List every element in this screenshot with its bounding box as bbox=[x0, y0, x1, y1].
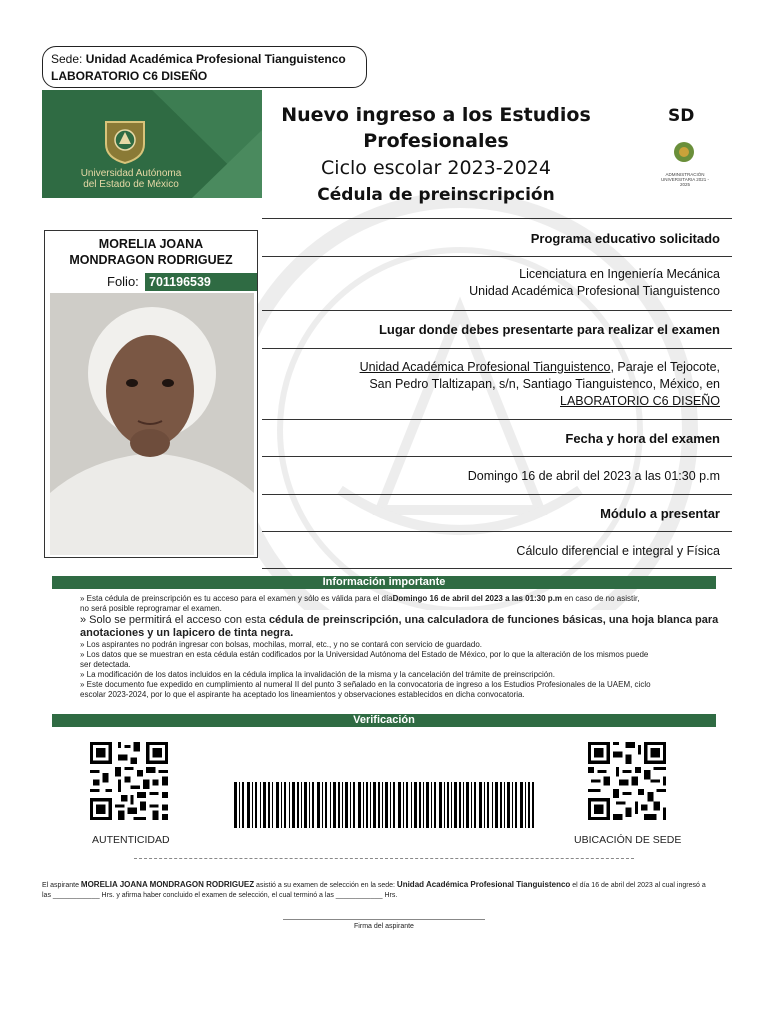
university-banner bbox=[42, 90, 262, 198]
university-name: Universidad Autónoma del Estado de México bbox=[80, 168, 182, 190]
authenticity-caption: AUTENTICIDAD bbox=[92, 834, 170, 846]
cut-line bbox=[134, 858, 634, 859]
note-5: » La modificación de los datos incluidos en la cédula implica la invalidación de la misma y la cancelación del trámite de preinscripción. bbox=[80, 670, 555, 679]
place-value: Unidad Académica Profesional Tianguistenco, Paraje el Tejocote, San Pedro Tlaltizapan, s/n, Santiago Tianguistenco, México, en LABORATORIO C6 DISEÑO bbox=[262, 348, 732, 419]
note-4: » Los datos que se muestran en esta cédula están codificados por la Universidad Autónoma del Estado de México, por lo que la alteración de los mismos puede bbox=[80, 650, 649, 659]
folio-row bbox=[49, 273, 255, 291]
authenticity-qr-code[interactable] bbox=[90, 742, 168, 820]
applicant-card bbox=[44, 230, 258, 558]
applicant-photo bbox=[50, 293, 254, 555]
place-header: Lugar donde debes presentarte para realizar el examen bbox=[262, 310, 732, 348]
sd-badge: SD bbox=[668, 106, 695, 126]
folio-value: 701196539 bbox=[145, 273, 257, 291]
exam-info-table bbox=[262, 218, 732, 569]
document-titles bbox=[230, 102, 642, 208]
signature-line bbox=[283, 919, 485, 920]
administration-caption: ADMINISTRACIÓN UNIVERSITARIA 2021 - 2025 bbox=[661, 172, 709, 187]
important-info-bar: Información importante bbox=[52, 576, 716, 589]
university-crest-icon bbox=[100, 116, 150, 166]
note-2: » Solo se permitirá el acceso con esta cédula de preinscripción, una calculadora de funciones básicas, una hoja blanca para bbox=[80, 614, 719, 626]
applicant-name: MORELIA JOANA MONDRAGON RODRIGUEZ bbox=[69, 237, 233, 267]
sede-lab: LABORATORIO C6 DISEÑO bbox=[51, 69, 208, 83]
note-1: » Esta cédula de preinscripción es tu acceso para el examen y sólo es válida para el díaDomingo 16 de abril del 2023 a las 01:30 p.m en caso de no asistir, bbox=[80, 594, 640, 603]
program-header: Programa educativo solicitado bbox=[262, 218, 732, 256]
folio-label: Folio: bbox=[107, 274, 139, 289]
module-header: Módulo a presentar bbox=[262, 494, 732, 531]
verification-bar: Verificación bbox=[52, 714, 716, 727]
barcode bbox=[234, 782, 534, 828]
sede-unit: Unidad Académica Profesional Tianguistenco bbox=[85, 52, 346, 66]
location-caption: UBICACIÓN DE SEDE bbox=[574, 834, 682, 846]
note-6: » Este documento fue expedido en cumplimiento al numeral II del punto 3 señalado en la convocatoria de ingreso a los Estudios Profesionales de la UAEM, ciclo bbox=[80, 680, 651, 689]
signature-label: Firma del aspirante bbox=[354, 923, 414, 930]
location-qr-code[interactable] bbox=[588, 742, 666, 820]
attendance-statement: El aspirante MORELIA JOANA MONDRAGON RODRIGUEZ asistió a su examen de selección en la sede: Unidad Académica Profesional Tianguistenco el día 16 de abril del 2023 al cual ingresó a las ____________ Hrs. y afirma haber concluido el examen de selección, el cual terminó a las ____________ Hrs. bbox=[42, 880, 706, 899]
page-title: Nuevo ingreso a los Estudios Profesionales bbox=[281, 104, 591, 152]
date-header: Fecha y hora del examen bbox=[262, 419, 732, 456]
sede-label: Sede: bbox=[51, 52, 83, 66]
administration-logo-icon bbox=[672, 140, 696, 164]
cycle-title: Ciclo escolar 2023-2024 bbox=[321, 157, 551, 179]
module-value: Cálculo diferencial e integral y Física bbox=[262, 531, 732, 569]
document-type: Cédula de preinscripción bbox=[317, 185, 555, 205]
important-notes: » Esta cédula de preinscripción es tu acceso para el examen y sólo es válida para el díaDomingo 16 de abril del 2023 a las 01:30 p.m en caso de no asistir, no será posible reprogramar el examen. » Solo se permitirá el acceso con esta cédula de preinscripción, una calculadora de funciones básicas, una hoja blanca para anotaciones y un lapicero de tinta negra. » Los aspirantes no podrán ingresar con bolsas, mochilas, morral, etc., y no se contará con servicio de guardado. » Los datos que se muestran en esta cédula están codificados por la Universidad Autónoma del Estado de México, por lo que la alteración de los mismos puede ser detectada. » La modificación de los datos incluidos en la cédula implica la invalidación de la misma y la cancelación del trámite de preinscripción. » Este documento fue expedido en cumplimiento al numeral II del punto 3 señalado en la convocatoria de ingreso a los Estudios Profesionales de la UAEM, ciclo escolar 2023-2024, por lo que el aspirante ha aceptado los lineamientos y observaciones establecidos en dicha convocatoria. bbox=[80, 594, 719, 699]
note-3: » Los aspirantes no podrán ingresar con bolsas, mochilas, morral, etc., y no se contará con servicio de guardado. bbox=[80, 640, 482, 649]
date-value: Domingo 16 de abril del 2023 a las 01:30 p.m bbox=[262, 456, 732, 494]
sede-box bbox=[42, 46, 367, 88]
program-value: Licenciatura en Ingeniería Mecánica Unidad Académica Profesional Tianguistenco bbox=[262, 256, 732, 310]
